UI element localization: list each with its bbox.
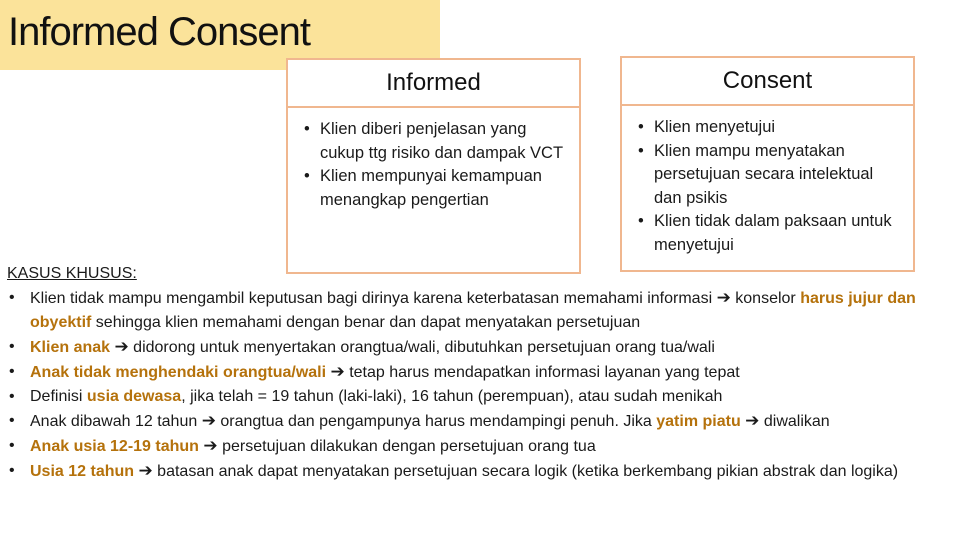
kasus-highlight: Anak usia 12-19 tahun bbox=[30, 438, 199, 455]
kasus-text: didorong untuk menyertakan orangtua/wali, dibutuhkan persetujuan orang tua/wali bbox=[128, 339, 715, 356]
kasus-item bbox=[7, 385, 955, 409]
consent-item: • Klien tidak dalam paksaan untuk menyetujui bbox=[636, 210, 899, 257]
consent-box bbox=[620, 56, 915, 272]
kasus-text: Anak dibawah 12 tahun bbox=[30, 413, 202, 430]
informed-list bbox=[302, 118, 565, 212]
kasus-item bbox=[7, 360, 955, 385]
informed-item: • Klien diberi penjelasan yang cukup ttg risiko dan dampak VCT bbox=[302, 118, 565, 165]
kasus-text: tetap harus mendapatkan informasi layanan yang tepat bbox=[344, 364, 740, 381]
kasus-highlight: Anak tidak menghendaki orangtua/wali bbox=[30, 364, 327, 381]
kasus-highlight: Klien anak bbox=[30, 339, 111, 356]
kasus-item bbox=[7, 335, 955, 360]
kasus-text: diwalikan bbox=[759, 413, 830, 430]
kasus-item bbox=[7, 409, 955, 434]
right-arrow-icon: ➔ bbox=[745, 411, 760, 430]
right-arrow-icon: ➔ bbox=[716, 288, 731, 307]
kasus-highlight: usia dewasa bbox=[86, 388, 182, 405]
consent-item: • Klien menyetujui bbox=[636, 116, 899, 140]
consent-list bbox=[636, 116, 899, 257]
kasus-text: orangtua dan pengampunya harus mendampingi penuh. Jika bbox=[215, 413, 657, 430]
kasus-text: , jika telah = 19 tahun (laki-laki), 16 tahun (perempuan), atau sudah menikah bbox=[181, 388, 723, 405]
informed-box bbox=[286, 58, 581, 274]
kasus-highlight: yatim piatu bbox=[656, 413, 741, 430]
kasus-text: Definisi bbox=[30, 388, 87, 405]
informed-item: • Klien mempunyai kemampuan menangkap pengertian bbox=[302, 165, 565, 212]
kasus-highlight: harus jujur dan obyektif bbox=[30, 290, 916, 331]
kasus-item bbox=[7, 459, 955, 484]
informed-heading: Informed bbox=[288, 60, 579, 108]
kasus-heading: KASUS KHUSUS: bbox=[7, 265, 137, 282]
right-arrow-icon: ➔ bbox=[203, 436, 218, 455]
consent-item: • Klien mampu menyatakan persetujuan secara intelektual dan psikis bbox=[636, 140, 899, 211]
right-arrow-icon: ➔ bbox=[138, 461, 153, 480]
kasus-text: konselor bbox=[730, 290, 801, 307]
right-arrow-icon: ➔ bbox=[330, 362, 345, 381]
kasus-text: batasan anak dapat menyatakan persetujuan secara logik (ketika berkembang pikian abstrak dan logika) bbox=[152, 463, 899, 480]
right-arrow-icon: ➔ bbox=[114, 337, 129, 356]
kasus-highlight: Usia 12 tahun bbox=[30, 463, 135, 480]
kasus-item bbox=[7, 286, 955, 335]
consent-heading: Consent bbox=[622, 58, 913, 106]
kasus-text: persetujuan dilakukan dengan persetujuan orang tua bbox=[217, 438, 596, 455]
kasus-text: Klien tidak mampu mengambil keputusan bagi dirinya karena keterbatasan memahami informasi bbox=[30, 290, 717, 307]
kasus-item bbox=[7, 434, 955, 459]
kasus-list bbox=[7, 286, 955, 484]
kasus-text: sehingga klien memahami dengan benar dan dapat menyatakan persetujuan bbox=[91, 314, 641, 331]
kasus-khusus-section bbox=[7, 262, 955, 484]
page-title: Informed Consent bbox=[8, 10, 310, 54]
right-arrow-icon: ➔ bbox=[201, 411, 216, 430]
